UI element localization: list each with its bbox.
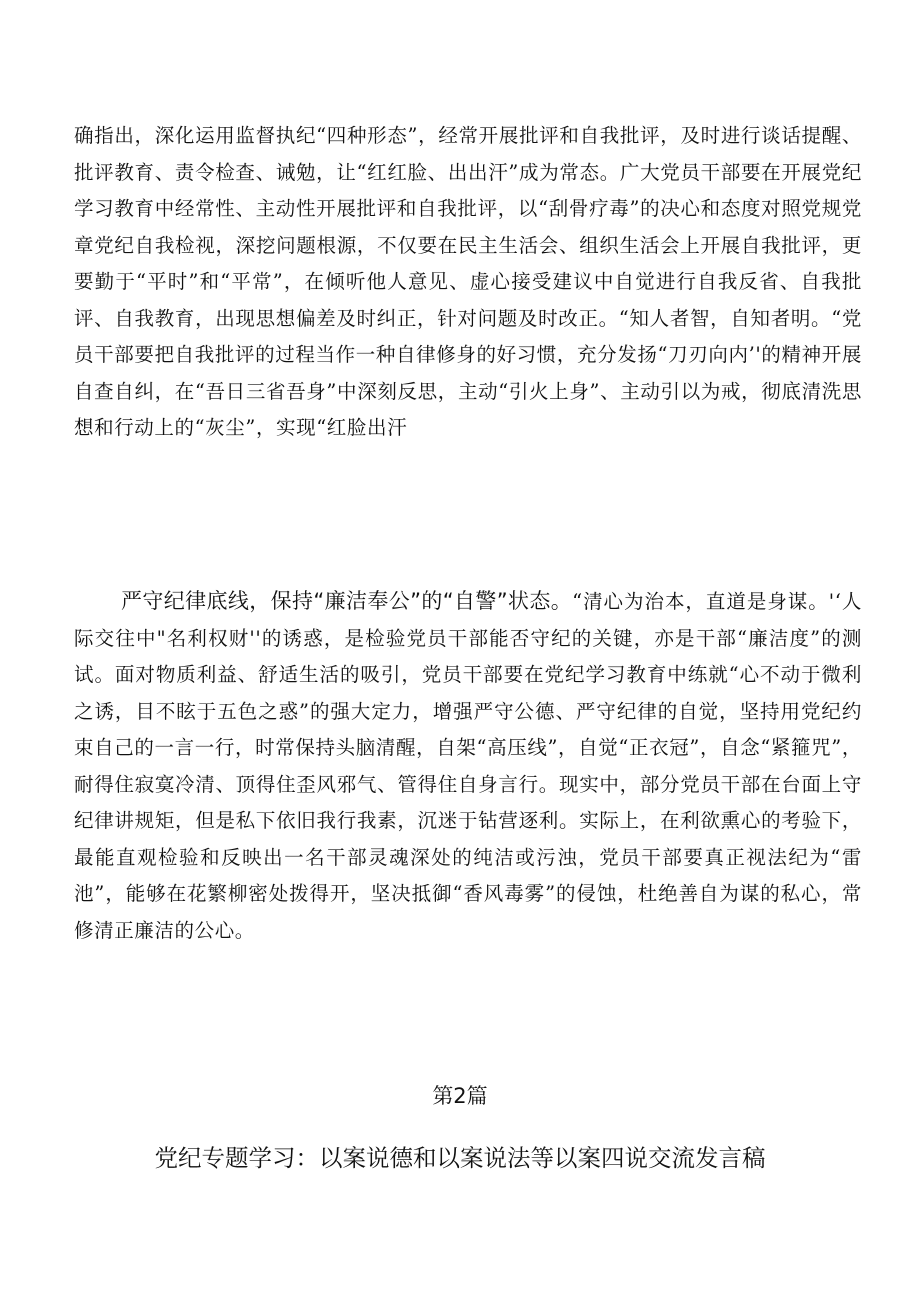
body-paragraph-1: 确指出，深化运用监督执纪“四种形态”，经常开展批评和自我批评，及时进行谈话提醒、批评教育、责令检查、诫勉，让“红红脸、出出汗”成为常态。广大党员干部要在开展党纪学习教育中经常性、主动性开展批评和自我批评，以“刮骨疗毒”的决心和态度对照党规党章党纪自我检视，深挖问题根源，不仅要在民主生活会、组织生活会上开展自我批评，更要勤于“平时”和“平常”，在倾听他人意见、虚心接受建议中自觉进行自我反省、自我批评、自我教育，出现思想偏差及时纠正，针对问题及时改正。“知人者智，自知者明。“党员干部要把自我批评的过程当作一种自律修身的好习惯，充分发扬“刀刃向内’'的精神开展自查自纠，在“吾日三省吾身”中深刻反思，主动“引火上身”、主动引以为戒，彻底清洗思想和行动上的“灰尘”，实现“红脸出汗 [74,124,862,439]
section-label: 第2篇 [432,1084,488,1108]
paragraph-body-text: “清心为治本，直道是身谋。'‘人际交往中"名利权财''的诱惑，是检验党员干部能否守纪的关键，亦是干部“廉洁度”的测试。面对物质利益、舒适生活的吸引，党员干部要在党纪学习教育中练就“心不动于微利之诱，目不眩于五色之惑”的强大定力，增强严守公德、严守纪律的自觉，坚持用党纪约束自己的一言一行，时常保持头脑清醒，自架“高压线”，自觉“正衣冠”，自念“紧箍咒”，耐得住寂寞冷清、顶得住歪风邪气、管得住自身言行。现实中，部分党员干部在台面上守纪律讲规矩，但是私下依旧我行我素，沉迷于钻营逐利。实际上，在利欲熏心的考验下，最能直观检验和反映出一名干部灵魂深处的纯洁或污浊，党员干部要真正视法纪为“雷池”，能够在花繁柳密处拨得开，坚决抵御“香风毒雾”的侵蚀，杜绝善自为谋的私心，常修清正廉洁的公心。 [74,590,862,942]
body-paragraph-2 [74,583,862,949]
paragraph-lead-heading: 严守纪律底线，保持“廉洁奉公”的“自警”状态。 [121,589,573,613]
document-title: 党纪专题学习：以案说德和以案说法等以案四说交流发言稿 [154,1144,766,1172]
